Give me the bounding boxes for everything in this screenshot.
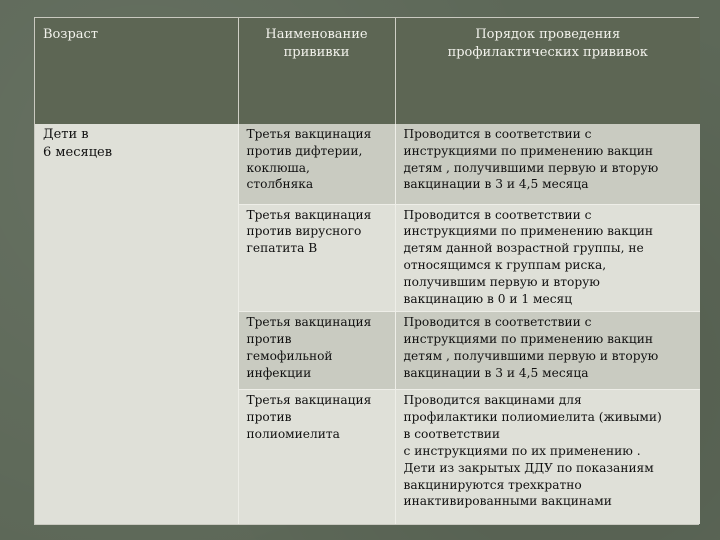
age-cell: Дети в 6 месяцев: [35, 124, 238, 524]
procedure-cell: Проводится в соответствии с инструкциями по применению вакцин детям , получившими первую и вторую вакцинации в 3 и 4,5 месяца: [395, 124, 700, 204]
vaccine-name-cell: Третья вакцинация против дифтерии, коклюша, столбняка: [238, 124, 395, 204]
vaccination-schedule-table: [35, 18, 700, 524]
table-header-row: [35, 18, 700, 124]
column-header-age: Возраст: [35, 18, 238, 124]
table-row: [35, 124, 700, 204]
column-header-procedure: Порядок проведения профилактических прививок: [395, 18, 700, 124]
vaccine-name-cell: Третья вакцинация против гемофильной инфекции: [238, 312, 395, 390]
column-header-vaccine-name: Наименование прививки: [238, 18, 395, 124]
vaccine-name-cell: Третья вакцинация против вирусного гепатита В: [238, 204, 395, 312]
procedure-cell: Проводится в соответствии с инструкциями по применению вакцин детям данной возрастной группы, не относящимся к группам риска, получившим первую и вторую вакцинацию в 0 и 1 месяц: [395, 204, 700, 312]
vaccine-name-cell: Третья вакцинация против полиомиелита: [238, 390, 395, 524]
procedure-cell: Проводится вакцинами для профилактики полиомиелита (живыми) в соответствии с инструкциями по их применению . Дети из закрытых ДДУ по показаниям вакцинируются трехкратно инактивированными вакцинами: [395, 390, 700, 524]
vaccination-table-frame: [34, 17, 699, 525]
procedure-cell: Проводится в соответствии с инструкциями по применению вакцин детям , получившими первую и вторую вакцинации в 3 и 4,5 месяца: [395, 312, 700, 390]
